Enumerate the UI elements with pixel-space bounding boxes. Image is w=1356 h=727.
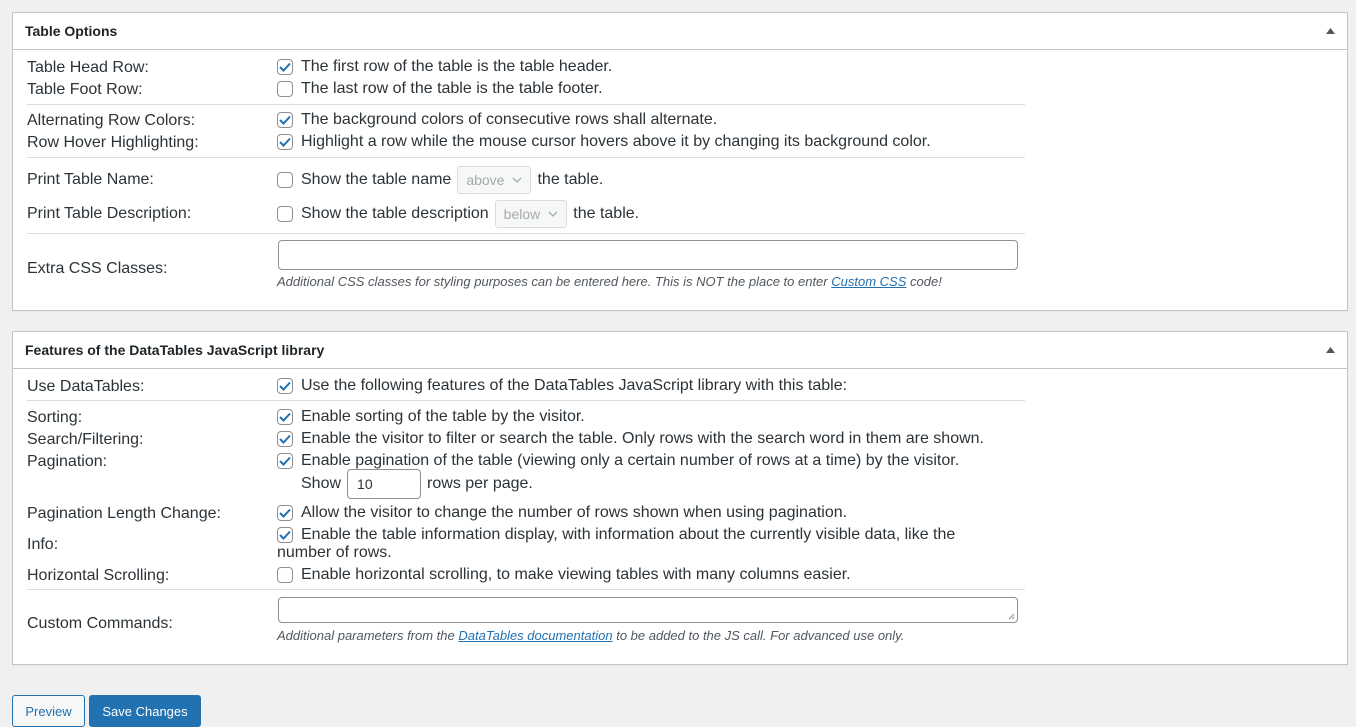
datatables-features-panel [12, 331, 1348, 665]
hscroll-label: Horizontal Scrolling: [27, 567, 170, 584]
save-changes-button[interactable]: Save Changes [89, 695, 201, 727]
divider [27, 233, 1025, 234]
print-name-label: Print Table Name: [27, 171, 154, 188]
foot-row-text: The last row of the table is the table footer. [301, 80, 603, 97]
search-option [27, 429, 1025, 451]
head-row-option [27, 57, 1025, 79]
info-text: Enable the table information display, with information about the currently visible data, like the [301, 526, 956, 543]
divider [27, 589, 1025, 590]
print-name-text-after: the table. [537, 171, 604, 188]
hover-option [27, 132, 1025, 154]
custom-commands-label: Custom Commands: [27, 615, 173, 632]
print-name-text-before: Show the table name [301, 171, 452, 188]
extra-css-input[interactable] [278, 240, 1018, 270]
table-options-panel [12, 12, 1348, 311]
print-name-checkbox[interactable] [277, 172, 293, 188]
info-checkbox[interactable] [277, 527, 293, 543]
desc-text: code! [910, 274, 942, 289]
sorting-label: Sorting: [27, 409, 83, 426]
custom-commands-description [277, 628, 904, 643]
panel-title: Features of the DataTables JavaScript library [25, 342, 325, 358]
divider [27, 157, 1025, 158]
print-desc-position-select[interactable] [495, 200, 568, 228]
print-name-option [27, 165, 1025, 195]
divider [27, 400, 1025, 401]
extra-css-description [277, 274, 942, 289]
hscroll-checkbox[interactable] [277, 567, 293, 583]
desc-text: to be added to the JS call. For advanced use only. [616, 628, 905, 643]
pagination-label: Pagination: [27, 453, 108, 470]
desc-text: Additional CSS classes for styling purposes can be entered here. This is NOT the place to enter [277, 274, 828, 289]
select-value: below [503, 206, 541, 222]
resize-handle-icon [1008, 613, 1015, 620]
length-change-option [27, 503, 1025, 525]
head-row-label: Table Head Row: [27, 59, 149, 76]
info-text-cont: number of rows. [277, 544, 392, 561]
print-name-position-select[interactable] [457, 166, 531, 194]
length-change-text: Allow the visitor to change the number of rows shown when using pagination. [301, 504, 848, 521]
sorting-checkbox[interactable] [277, 409, 293, 425]
sorting-text: Enable sorting of the table by the visitor. [301, 408, 585, 425]
hscroll-option [27, 565, 1025, 587]
hover-label: Row Hover Highlighting: [27, 134, 199, 151]
rows-suffix: rows per page. [427, 475, 533, 492]
extra-css-label: Extra CSS Classes: [27, 260, 168, 277]
search-text: Enable the visitor to filter or search the table. Only rows with the search word in them are shown. [301, 430, 984, 447]
hscroll-text: Enable horizontal scrolling, to make viewing tables with many columns easier. [301, 566, 851, 583]
info-label: Info: [27, 536, 59, 553]
select-value: above [466, 172, 505, 188]
divider [27, 104, 1025, 105]
alt-colors-label: Alternating Row Colors: [27, 112, 196, 129]
rows-per-page-input[interactable]: 10 [347, 469, 421, 499]
desc-text: Additional parameters from the [277, 628, 455, 643]
print-desc-checkbox[interactable] [277, 206, 293, 222]
print-desc-option [27, 199, 1025, 229]
pagination-option [27, 451, 1025, 495]
chevron-down-icon [548, 211, 558, 217]
head-row-checkbox[interactable] [277, 59, 293, 75]
alt-colors-option [27, 110, 1025, 132]
use-datatables-text: Use the following features of the DataTables JavaScript library with this table: [301, 377, 848, 394]
use-datatables-checkbox[interactable] [277, 378, 293, 394]
head-row-text: The first row of the table is the table header. [301, 58, 613, 75]
show-label: Show [301, 475, 342, 492]
sorting-option [27, 407, 1025, 429]
print-desc-label: Print Table Description: [27, 205, 192, 222]
collapse-triangle-icon[interactable] [1325, 27, 1335, 35]
table-options-header[interactable] [13, 13, 1347, 50]
custom-commands-textarea[interactable] [278, 597, 1018, 623]
use-datatables-label: Use DataTables: [27, 378, 145, 395]
info-option [27, 525, 1025, 565]
pagination-checkbox[interactable] [277, 453, 293, 469]
print-desc-text-after: the table. [573, 205, 640, 222]
preview-button[interactable]: Preview [12, 695, 85, 727]
foot-row-checkbox[interactable] [277, 81, 293, 97]
datatables-header[interactable] [13, 332, 1347, 369]
panel-title: Table Options [25, 23, 118, 39]
length-change-label: Pagination Length Change: [27, 505, 221, 522]
alt-colors-checkbox[interactable] [277, 112, 293, 128]
hover-text: Highlight a row while the mouse cursor hovers above it by changing its background color. [301, 133, 931, 150]
print-desc-text-before: Show the table description [301, 205, 489, 222]
search-checkbox[interactable] [277, 431, 293, 447]
datatables-documentation-link[interactable]: DataTables documentation [458, 628, 613, 643]
length-change-checkbox[interactable] [277, 505, 293, 521]
custom-css-link[interactable]: Custom CSS [831, 274, 907, 289]
search-label: Search/Filtering: [27, 431, 144, 448]
pagination-text: Enable pagination of the table (viewing only a certain number of rows at a time) by the visitor. [301, 452, 960, 469]
use-datatables-option [27, 376, 1025, 398]
hover-checkbox[interactable] [277, 134, 293, 150]
alt-colors-text: The background colors of consecutive rows shall alternate. [301, 111, 718, 128]
collapse-triangle-icon[interactable] [1325, 346, 1335, 354]
chevron-down-icon [512, 177, 522, 183]
foot-row-label: Table Foot Row: [27, 81, 143, 98]
foot-row-option [27, 79, 1025, 101]
